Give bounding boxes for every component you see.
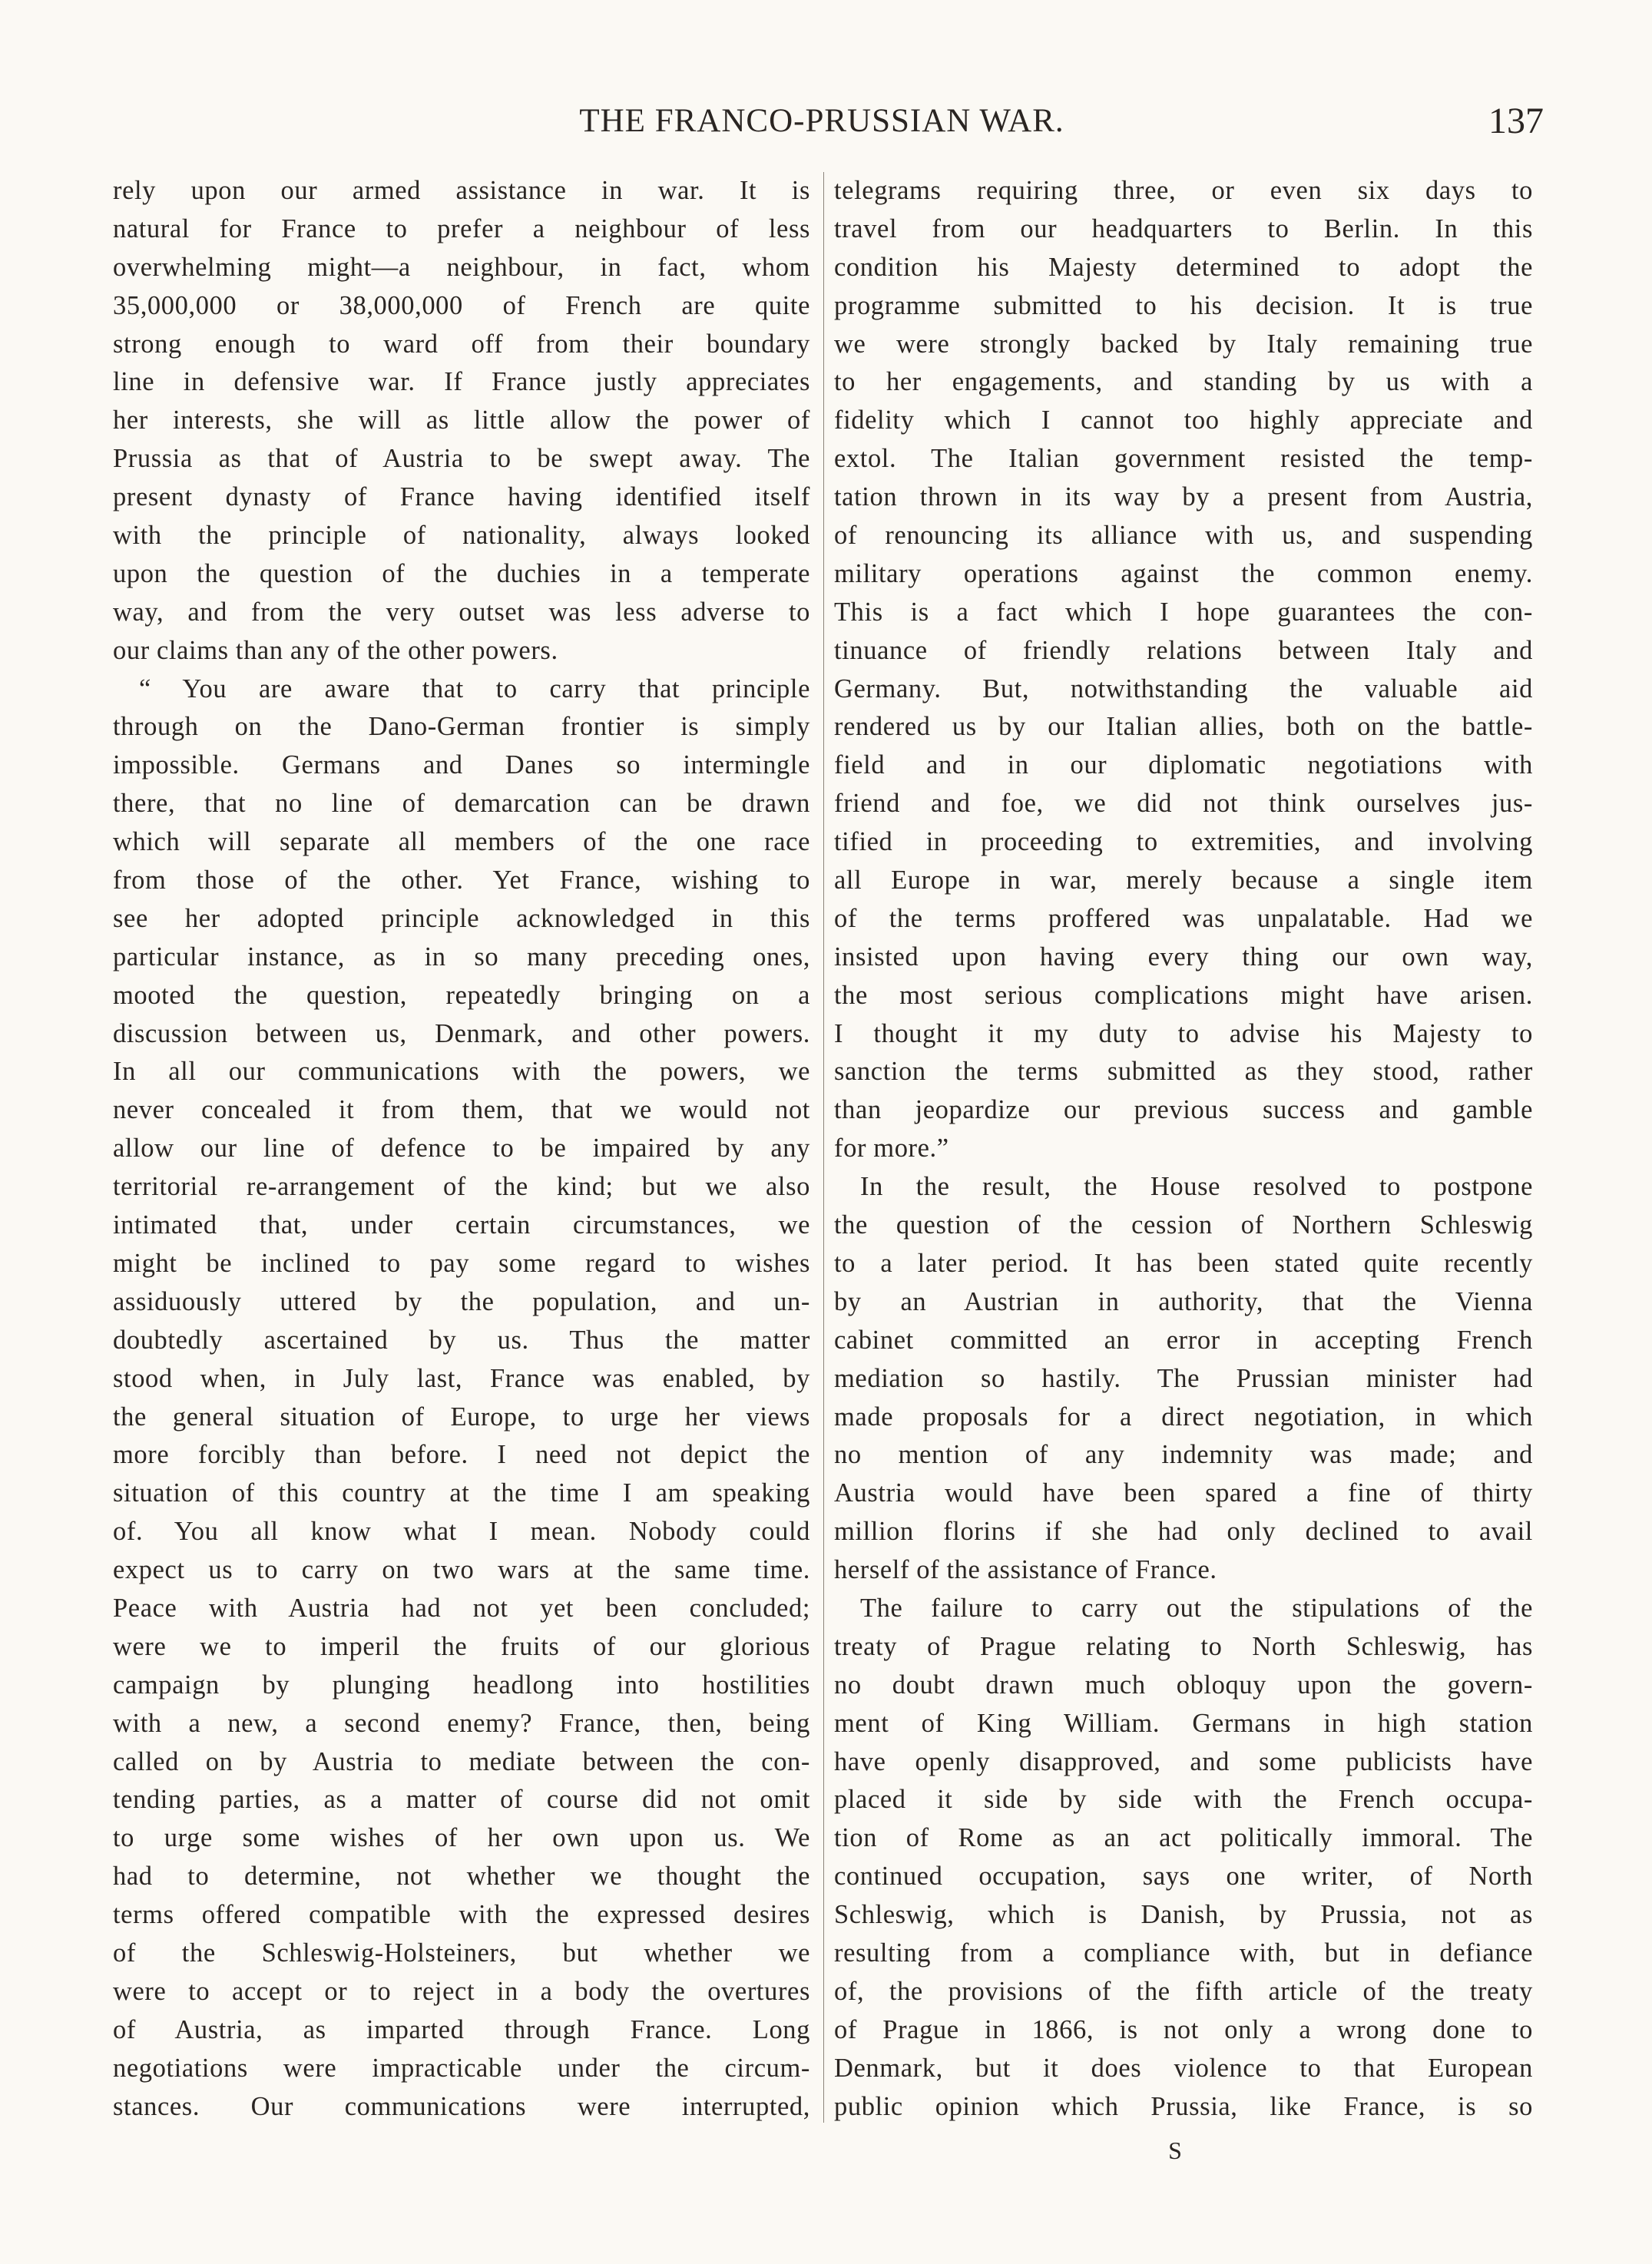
text-line: tion of Rome as an act politically immoral. The	[834, 1823, 1533, 1853]
text-line: assiduously uttered by the population, and un-	[113, 1286, 810, 1316]
text-line: public opinion which Prussia, like France, is so	[834, 2091, 1533, 2121]
text-line: from those of the other. Yet France, wishing to	[113, 866, 810, 895]
text-line: were we to imperil the fruits of our glorious	[113, 1631, 810, 1661]
text-line: territorial re-arrangement of the kind; but we also	[113, 1172, 810, 1202]
text-line: ment of King William. Germans in high station	[834, 1708, 1533, 1738]
text-line: than jeopardize our previous success and gamble	[834, 1095, 1533, 1125]
text-line: Prussia as that of Austria to be swept away. The	[113, 444, 810, 474]
text-line: never concealed it from them, that we would not	[113, 1095, 810, 1125]
text-line: Peace with Austria had not yet been concluded;	[113, 1593, 810, 1623]
text-line: strong enough to ward off from their boundary	[113, 329, 810, 359]
text-line: sanction the terms submitted as they stood, rather	[834, 1057, 1533, 1087]
right-column	[834, 172, 1533, 2126]
text-line: resulting from a compliance with, but in defiance	[834, 1938, 1533, 1968]
text-line: expect us to carry on two wars at the same time.	[113, 1555, 810, 1585]
text-line: tending parties, as a matter of course did not omit	[113, 1785, 810, 1815]
paragraph	[834, 1590, 1533, 2126]
text-line: treaty of Prague relating to North Schleswig, has	[834, 1631, 1533, 1661]
text-line: which will separate all members of the one race	[113, 827, 810, 857]
text-line: stances. Our communications were interrupted,	[113, 2091, 810, 2121]
text-line: In all our communications with the powers, we	[113, 1057, 810, 1087]
left-column	[113, 172, 810, 2126]
text-line: might be inclined to pay some regard to wishes	[113, 1248, 810, 1278]
text-line: to her engagements, and standing by us with a	[834, 367, 1533, 397]
text-line: more forcibly than before. I need not depict the	[113, 1440, 810, 1470]
text-line: stood when, in July last, France was enabled, by	[113, 1363, 810, 1393]
text-line: extol. The Italian government resisted the temp-	[834, 444, 1533, 474]
text-line: the general situation of Europe, to urge her views	[113, 1402, 810, 1432]
text-line: doubtedly ascertained by us. Thus the matter	[113, 1325, 810, 1355]
text-line: for more.”	[834, 1134, 949, 1163]
text-line: our claims than any of the other powers.	[113, 635, 558, 665]
text-line: intimated that, under certain circumstances, we	[113, 1210, 810, 1240]
text-line: natural for France to prefer a neighbour of less	[113, 213, 810, 243]
text-line: were to accept or to reject in a body the overtures	[113, 1976, 810, 2006]
running-head	[100, 98, 1544, 144]
text-line: of Austria, as imparted through France. Long	[113, 2014, 810, 2044]
text-line: made proposals for a direct negotiation, in which	[834, 1402, 1533, 1432]
text-line: by an Austrian in authority, that the Vienna	[834, 1286, 1533, 1316]
text-line: terms offered compatible with the expressed desires	[113, 1900, 810, 1930]
paragraph	[834, 1168, 1533, 1590]
text-line: discussion between us, Denmark, and other powers.	[113, 1018, 810, 1048]
text-line: there, that no line of demarcation can be drawn	[113, 789, 810, 819]
paragraph	[113, 172, 810, 670]
text-line: tation thrown in its way by a present from Austria,	[834, 482, 1533, 512]
text-line: have openly disapproved, and some publicists have	[834, 1746, 1533, 1776]
text-line: telegrams requiring three, or even six days to	[834, 176, 1533, 205]
text-line: to a later period. It has been stated quite recently	[834, 1248, 1533, 1278]
text-line: upon the question of the duchies in a temperate	[113, 558, 810, 588]
column-divider	[823, 172, 824, 2123]
text-line: overwhelming might—a neighbour, in fact, whom	[113, 252, 810, 282]
text-line: allow our line of defence to be impaired by any	[113, 1134, 810, 1163]
text-line: mooted the question, repeatedly bringing on a	[113, 980, 810, 1010]
text-line: rely upon our armed assistance in war. It is	[113, 176, 810, 205]
text-line: all Europe in war, merely because a single item	[834, 866, 1533, 895]
text-line: no mention of any indemnity was made; and	[834, 1440, 1533, 1470]
text-line: tified in proceeding to extremities, and involving	[834, 827, 1533, 857]
text-line: Denmark, but it does violence to that European	[834, 2053, 1533, 2083]
text-line: to urge some wishes of her own upon us. We	[113, 1823, 810, 1853]
text-line: present dynasty of France having identified itself	[113, 482, 810, 512]
text-line: Schleswig, which is Danish, by Prussia, not as	[834, 1900, 1533, 1930]
text-line: million florins if she had only declined to avail	[834, 1517, 1533, 1547]
text-line: fidelity which I cannot too highly appreciate and	[834, 405, 1533, 435]
running-title: THE FRANCO-PRUSSIAN WAR.	[579, 103, 1064, 139]
text-line: Austria would have been spared a fine of thirty	[834, 1478, 1533, 1508]
text-line: with the principle of nationality, always looked	[113, 521, 810, 551]
text-line: her interests, she will as little allow the power of	[113, 405, 810, 435]
text-line: through on the Dano-German frontier is simply	[113, 712, 810, 742]
text-line: of the terms proffered was unpalatable. Had we	[834, 903, 1533, 933]
text-line: of, the provisions of the fifth article of the treaty	[834, 1976, 1533, 2006]
text-line: line in defensive war. If France justly appreciates	[113, 367, 810, 397]
text-line: rendered us by our Italian allies, both on the battle-	[834, 712, 1533, 742]
text-line: This is a fact which I hope guarantees the con-	[834, 597, 1533, 627]
text-line: military operations against the common enemy.	[834, 558, 1533, 588]
text-line: impossible. Germans and Danes so intermingle	[113, 750, 810, 780]
paragraph	[834, 172, 1533, 1168]
text-line: had to determine, not whether we thought the	[113, 1862, 810, 1892]
text-line: friend and foe, we did not think ourselves jus-	[834, 789, 1533, 819]
text-line: cabinet committed an error in accepting French	[834, 1325, 1533, 1355]
text-line: of. You all know what I mean. Nobody could	[113, 1517, 810, 1547]
text-line: field and in our diplomatic negotiations with	[834, 750, 1533, 780]
text-line: the question of the cession of Northern Schleswig	[834, 1210, 1533, 1240]
text-line: no doubt drawn much obloquy upon the govern-	[834, 1670, 1533, 1700]
text-line: insisted upon having every thing our own way,	[834, 942, 1533, 971]
text-line: herself of the assistance of France.	[834, 1555, 1217, 1585]
text-line: particular instance, as in so many preceding ones,	[113, 942, 810, 971]
text-line: situation of this country at the time I am speaking	[113, 1478, 810, 1508]
text-line: “ You are aware that to carry that principle	[139, 674, 810, 703]
text-line: negotiations were impracticable under the circum-	[113, 2053, 810, 2083]
signature-mark: S	[1168, 2137, 1182, 2164]
text-line: programme submitted to his decision. It is true	[834, 290, 1533, 320]
paragraph	[113, 670, 810, 2127]
text-line: travel from our headquarters to Berlin. In this	[834, 213, 1533, 243]
text-line: the most serious complications might have arisen.	[834, 980, 1533, 1010]
text-line: of the Schleswig-Holsteiners, but whether we	[113, 1938, 810, 1968]
text-line: we were strongly backed by Italy remaining true	[834, 329, 1533, 359]
text-line: campaign by plunging headlong into hostilities	[113, 1670, 810, 1700]
text-line: I thought it my duty to advise his Majesty to	[834, 1018, 1533, 1048]
text-line: placed it side by side with the French occupa-	[834, 1785, 1533, 1815]
text-line: mediation so hastily. The Prussian minister had	[834, 1363, 1533, 1393]
text-line: see her adopted principle acknowledged in this	[113, 903, 810, 933]
text-line: In the result, the House resolved to postpone	[860, 1172, 1533, 1202]
text-line: called on by Austria to mediate between the con-	[113, 1746, 810, 1776]
text-line: way, and from the very outset was less adverse to	[113, 597, 810, 627]
text-line: 35,000,000 or 38,000,000 of French are quite	[113, 290, 810, 320]
text-line: Germany. But, notwithstanding the valuable aid	[834, 674, 1533, 703]
page-number: 137	[1488, 101, 1544, 141]
text-line: tinuance of friendly relations between Italy and	[834, 635, 1533, 665]
text-line: continued occupation, says one writer, of North	[834, 1862, 1533, 1892]
text-line: of Prague in 1866, is not only a wrong done to	[834, 2014, 1533, 2044]
text-line: condition his Majesty determined to adopt the	[834, 252, 1533, 282]
text-line: The failure to carry out the stipulations of the	[860, 1593, 1533, 1623]
text-line: of renouncing its alliance with us, and suspending	[834, 521, 1533, 551]
text-line: with a new, a second enemy? France, then, being	[113, 1708, 810, 1738]
